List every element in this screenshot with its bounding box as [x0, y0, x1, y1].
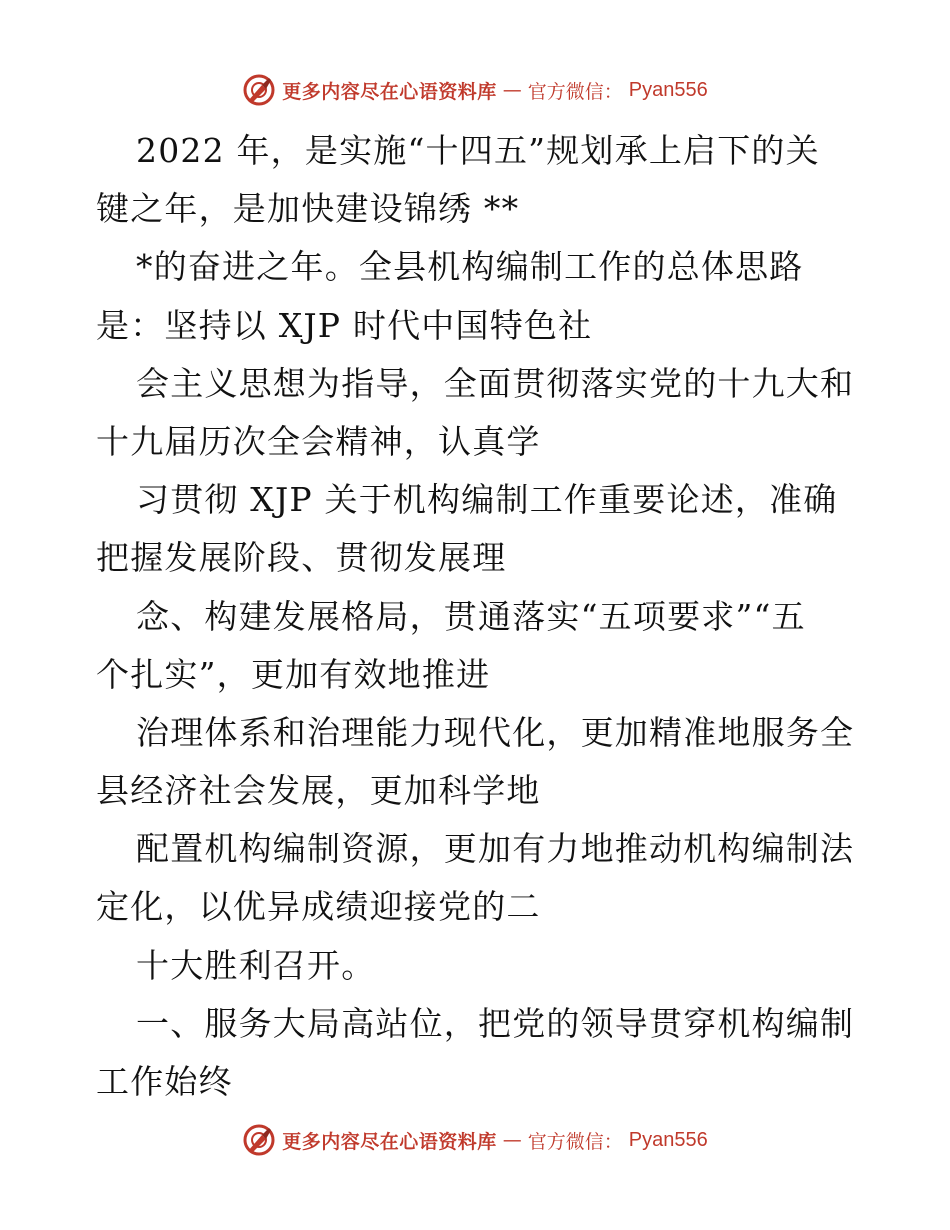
text-line: 是：坚持以 XJP 时代中国特色社 — [96, 305, 593, 345]
section-heading: 一、服务大局高站位，把党的领导贯穿机构编制 — [136, 1003, 855, 1043]
header-watermark — [0, 70, 950, 110]
text-line: 治理体系和治理能力现代化，更加精准地服务全 — [136, 712, 855, 752]
text-line: 十九届历次全会精神，认真学 — [96, 421, 541, 461]
text-line: 2022 年，是实施“十四五”规划承上启下的关 — [136, 131, 820, 170]
watermark-text: 更多内容尽在心语资料库 — [282, 80, 497, 103]
logo-icon — [242, 1123, 276, 1157]
watermark-label: 官方微信： — [527, 1130, 623, 1153]
watermark-text: 更多内容尽在心语资料库 — [282, 1130, 497, 1153]
watermark-wechat-id: Pyan556 — [628, 78, 708, 101]
watermark-separator: — — [502, 79, 522, 101]
text-line: 会主义思想为指导，全面贯彻落实党的十九大和 — [136, 363, 855, 403]
text-line: *的奋进之年。全县机构编制工作的总体思路 — [136, 247, 804, 287]
text-line: 习贯彻 XJP 关于机构编制工作重要论述，准确 — [136, 480, 838, 520]
section-heading-continued: 工作始终 — [96, 1062, 233, 1101]
text-line: 把握发展阶段、贯彻发展理 — [96, 538, 507, 578]
document-body — [96, 122, 856, 1111]
text-line: 十大胜利召开。 — [136, 945, 376, 985]
logo-icon — [242, 73, 276, 107]
text-line: 配置机构编制资源，更加有力地推动机构编制法 — [136, 829, 855, 869]
text-line: 个扎实”，更加有效地推进 — [96, 654, 491, 694]
text-line: 键之年，是加快建设锦绣 ** — [96, 189, 520, 229]
text-line: 定化，以优异成绩迎接党的二 — [96, 887, 541, 927]
watermark-label: 官方微信： — [527, 80, 623, 103]
watermark-separator: — — [502, 1129, 522, 1151]
text-line: 念、构建发展格局，贯通落实“五项要求”“五 — [136, 596, 806, 636]
text-line: 县经济社会发展，更加科学地 — [96, 771, 541, 811]
watermark-wechat-id: Pyan556 — [628, 1128, 708, 1151]
footer-watermark — [0, 1120, 950, 1160]
